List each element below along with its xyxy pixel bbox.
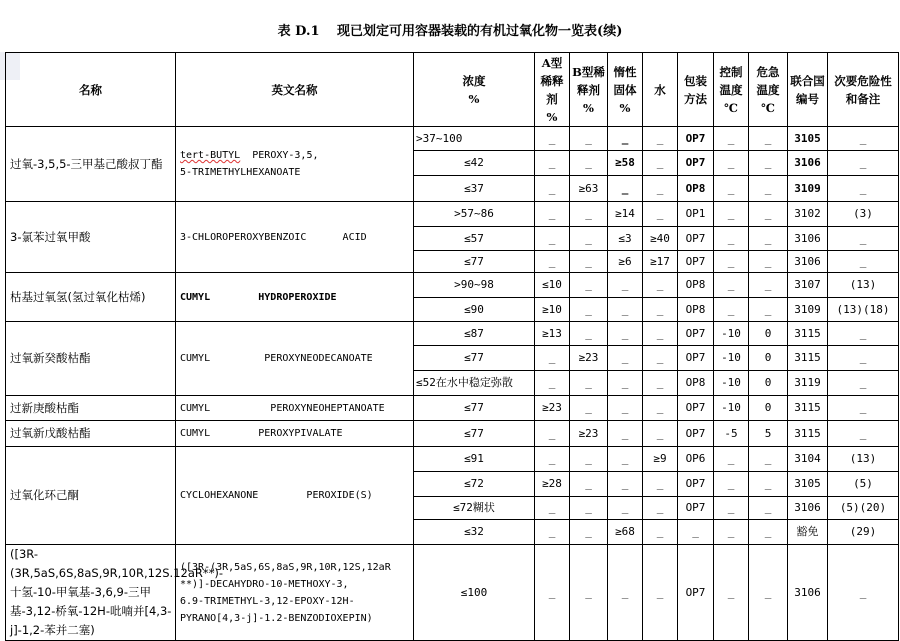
cell-diluent-b: _ — [570, 251, 608, 273]
cell-inert-solid: ≥68 — [608, 520, 643, 545]
cell-inert-solid: _ — [608, 371, 643, 396]
cell-emergency-temp: _ — [749, 545, 788, 641]
chemical-name: 过新庚酸枯酯 — [6, 396, 176, 421]
cell-remarks: _ — [828, 151, 899, 176]
header-inert-solid: 惰性固体 % — [608, 53, 643, 127]
cell-diluent-a: ≥28 — [535, 472, 570, 497]
cell-diluent-a: ≥13 — [535, 322, 570, 346]
cell-emergency-temp: 0 — [749, 322, 788, 346]
english-name: CYCLOHEXANONE PEROXIDE(S) — [176, 447, 414, 545]
cell-remarks: _ — [828, 227, 899, 251]
table-row — [6, 127, 899, 151]
cell-concentration: ≤91 — [414, 447, 535, 472]
table-row — [6, 545, 899, 641]
cell-packing-method: OP7 — [678, 472, 714, 497]
cell-packing-method: OP7 — [678, 151, 714, 176]
cell-water: _ — [643, 298, 678, 322]
cell-un-number: 3115 — [788, 421, 828, 447]
cell-concentration: ≤52在水中稳定弥散 — [414, 371, 535, 396]
header-name: 名称 — [6, 53, 176, 127]
cell-packing-method: OP7 — [678, 322, 714, 346]
cell-un-number: 3102 — [788, 202, 828, 227]
chemical-name: 过氧新戊酸枯酯 — [6, 421, 176, 447]
cell-packing-method: OP7 — [678, 227, 714, 251]
cell-diluent-a: _ — [535, 346, 570, 371]
cell-packing-method: OP7 — [678, 497, 714, 520]
cell-water: ≥17 — [643, 251, 678, 273]
cell-water: _ — [643, 371, 678, 396]
cell-remarks: (13) — [828, 273, 899, 298]
cell-control-temp: _ — [714, 273, 749, 298]
chemical-name: ([3R-(3R,5aS,6S,8aS,9R,10R,12S.12aR**)-十氢-10-甲氧基-3,6,9-三甲基-3,12-桥氧-12H-吡喃并[4,3-j]-1,2-苯并二塞) — [6, 545, 176, 641]
header-english-name: 英文名称 — [176, 53, 414, 127]
cell-diluent-b: _ — [570, 447, 608, 472]
table-row — [6, 396, 899, 421]
cell-control-temp: _ — [714, 447, 749, 472]
cell-concentration: ≤72糊状 — [414, 497, 535, 520]
cell-inert-solid: ≤3 — [608, 227, 643, 251]
header-emergency-temp: 危急温度 ℃ — [749, 53, 788, 127]
cell-emergency-temp: _ — [749, 497, 788, 520]
cell-diluent-a: _ — [535, 202, 570, 227]
cell-un-number: 豁免 — [788, 520, 828, 545]
table-row — [6, 421, 899, 447]
cell-water: _ — [643, 151, 678, 176]
cell-diluent-b: ≥23 — [570, 421, 608, 447]
cell-diluent-b: _ — [570, 396, 608, 421]
cell-inert-solid: _ — [608, 421, 643, 447]
table-row — [6, 273, 899, 298]
cell-water: ≥40 — [643, 227, 678, 251]
cell-diluent-a: ≥10 — [535, 298, 570, 322]
header-un-number: 联合国编号 — [788, 53, 828, 127]
cell-diluent-b: ≥23 — [570, 346, 608, 371]
cell-control-temp: -10 — [714, 322, 749, 346]
table-title: 表 D.1 现已划定可用容器装载的有机过氧化物一览表(续) — [277, 24, 623, 39]
cell-packing-method: OP8 — [678, 176, 714, 202]
cell-control-temp: _ — [714, 520, 749, 545]
cell-control-temp: _ — [714, 497, 749, 520]
cell-water: _ — [643, 273, 678, 298]
cell-remarks: _ — [828, 346, 899, 371]
cell-water: _ — [643, 322, 678, 346]
cell-inert-solid: _ — [608, 176, 643, 202]
cell-concentration: ≤37 — [414, 176, 535, 202]
cell-un-number: 3106 — [788, 251, 828, 273]
header-diluent-a: A型稀释剂 % — [535, 53, 570, 127]
cell-inert-solid: _ — [608, 396, 643, 421]
cell-concentration: ≤77 — [414, 396, 535, 421]
cell-control-temp: -10 — [714, 396, 749, 421]
cell-remarks: _ — [828, 396, 899, 421]
cell-concentration: >37~100 — [414, 127, 535, 151]
cell-concentration: ≤77 — [414, 346, 535, 371]
cell-emergency-temp: _ — [749, 227, 788, 251]
english-name: tert-BUTYL PEROXY-3,5, 5-TRIMETHYLHEXANOATE — [176, 127, 414, 202]
cell-control-temp: -5 — [714, 421, 749, 447]
cell-water: _ — [643, 346, 678, 371]
english-name: ([3R-(3R,5aS,6S,8aS,9R,10R,12S,12aR **)]-DECAHYDRO-10-METHOXY-3, 6.9-TRIMETHYL-3,12-EPOXY-12H- PYRANO[4,3-j]-1.2-BENZODIOXEPIN) — [176, 545, 414, 641]
cell-packing-method: OP7 — [678, 127, 714, 151]
cell-un-number: 3119 — [788, 371, 828, 396]
cell-inert-solid: _ — [608, 273, 643, 298]
cell-diluent-b: _ — [570, 371, 608, 396]
cell-inert-solid: _ — [608, 298, 643, 322]
cell-inert-solid: _ — [608, 545, 643, 641]
header-row — [6, 53, 899, 127]
cell-concentration: ≤57 — [414, 227, 535, 251]
cell-remarks: _ — [828, 251, 899, 273]
cell-un-number: 3105 — [788, 472, 828, 497]
english-name: CUMYL PEROXYNEOHEPTANOATE — [176, 396, 414, 421]
header-diluent-b: B型稀释剂 % — [570, 53, 608, 127]
cell-packing-method: OP8 — [678, 298, 714, 322]
spellcheck-word: tert-BUTYL — [180, 150, 241, 161]
cell-diluent-a: _ — [535, 127, 570, 151]
cell-diluent-b: _ — [570, 520, 608, 545]
cell-water: _ — [643, 421, 678, 447]
cell-emergency-temp: _ — [749, 251, 788, 273]
cell-remarks: _ — [828, 322, 899, 346]
table-row — [6, 322, 899, 346]
cell-concentration: >90~98 — [414, 273, 535, 298]
cell-control-temp: _ — [714, 545, 749, 641]
cell-water: _ — [643, 127, 678, 151]
cell-remarks: (5)(20) — [828, 497, 899, 520]
cell-remarks: _ — [828, 371, 899, 396]
chemical-name: 3-氯苯过氧甲酸 — [6, 202, 176, 273]
cell-emergency-temp: 5 — [749, 421, 788, 447]
header-remarks: 次要危险性和备注 — [828, 53, 899, 127]
cell-water: ≥9 — [643, 447, 678, 472]
cell-remarks: _ — [828, 176, 899, 202]
cell-inert-solid: _ — [608, 322, 643, 346]
cell-remarks: (29) — [828, 520, 899, 545]
cell-emergency-temp: _ — [749, 151, 788, 176]
cell-packing-method: OP8 — [678, 273, 714, 298]
cell-packing-method: OP7 — [678, 396, 714, 421]
cell-un-number: 3106 — [788, 227, 828, 251]
cell-un-number: 3115 — [788, 396, 828, 421]
cell-diluent-b: _ — [570, 322, 608, 346]
cell-control-temp: -10 — [714, 371, 749, 396]
cell-inert-solid: ≥58 — [608, 151, 643, 176]
cell-inert-solid: _ — [608, 127, 643, 151]
cell-diluent-b: _ — [570, 151, 608, 176]
cell-un-number: 3106 — [788, 545, 828, 641]
cell-diluent-a: _ — [535, 421, 570, 447]
cell-packing-method: OP6 — [678, 447, 714, 472]
cell-concentration: ≤100 — [414, 545, 535, 641]
cell-control-temp: _ — [714, 127, 749, 151]
english-name: CUMYL HYDROPEROXIDE — [176, 273, 414, 322]
cell-inert-solid: _ — [608, 447, 643, 472]
cell-control-temp: _ — [714, 202, 749, 227]
cell-inert-solid: _ — [608, 346, 643, 371]
cell-diluent-b: ≥63 — [570, 176, 608, 202]
cell-un-number: 3107 — [788, 273, 828, 298]
cell-concentration: ≤72 — [414, 472, 535, 497]
cell-emergency-temp: _ — [749, 298, 788, 322]
cell-water: _ — [643, 520, 678, 545]
cell-concentration: ≤77 — [414, 421, 535, 447]
cell-emergency-temp: _ — [749, 176, 788, 202]
english-name: CUMYL PEROXYPIVALATE — [176, 421, 414, 447]
cell-remarks: (5) — [828, 472, 899, 497]
chemical-name: 过氧-3,5,5-三甲基己酸叔丁酯 — [6, 127, 176, 202]
cell-concentration: ≤32 — [414, 520, 535, 545]
cell-concentration: ≤42 — [414, 151, 535, 176]
header-concentration: 浓度 % — [414, 53, 535, 127]
cell-emergency-temp: _ — [749, 447, 788, 472]
cell-diluent-a: ≤10 — [535, 273, 570, 298]
cell-remarks: _ — [828, 127, 899, 151]
cell-diluent-a: _ — [535, 151, 570, 176]
cell-remarks: _ — [828, 421, 899, 447]
organic-peroxide-table — [5, 52, 899, 641]
cell-water: _ — [643, 176, 678, 202]
header-control-temp: 控制温度 ℃ — [714, 53, 749, 127]
cell-emergency-temp: _ — [749, 520, 788, 545]
header-water: 水 — [643, 53, 678, 127]
cell-diluent-b: _ — [570, 227, 608, 251]
cell-control-temp: _ — [714, 227, 749, 251]
cell-emergency-temp: _ — [749, 202, 788, 227]
cell-diluent-b: _ — [570, 298, 608, 322]
cell-emergency-temp: _ — [749, 127, 788, 151]
cell-diluent-a: _ — [535, 251, 570, 273]
english-name: CUMYL PEROXYNEODECANOATE — [176, 322, 414, 396]
cell-control-temp: -10 — [714, 346, 749, 371]
english-name: 3-CHLOROPEROXYBENZOIC ACID — [176, 202, 414, 273]
cell-inert-solid: ≥14 — [608, 202, 643, 227]
cell-un-number: 3115 — [788, 322, 828, 346]
cell-water: _ — [643, 396, 678, 421]
cell-un-number: 3106 — [788, 497, 828, 520]
cell-diluent-a: _ — [535, 227, 570, 251]
cell-packing-method: OP7 — [678, 545, 714, 641]
cell-water: _ — [643, 472, 678, 497]
cell-diluent-a: _ — [535, 371, 570, 396]
cell-water: _ — [643, 202, 678, 227]
cell-diluent-b: _ — [570, 545, 608, 641]
cell-control-temp: _ — [714, 298, 749, 322]
cell-water: _ — [643, 545, 678, 641]
cell-un-number: 3106 — [788, 151, 828, 176]
cell-diluent-a: _ — [535, 545, 570, 641]
cell-packing-method: _ — [678, 520, 714, 545]
cell-concentration: ≤90 — [414, 298, 535, 322]
cell-un-number: 3104 — [788, 447, 828, 472]
cell-concentration: >57~86 — [414, 202, 535, 227]
chemical-name: 过氧新癸酸枯酯 — [6, 322, 176, 396]
cell-diluent-a: _ — [535, 520, 570, 545]
cell-concentration: ≤87 — [414, 322, 535, 346]
cell-remarks: (13)(18) — [828, 298, 899, 322]
cell-diluent-b: _ — [570, 127, 608, 151]
cell-packing-method: OP8 — [678, 371, 714, 396]
cell-diluent-a: _ — [535, 497, 570, 520]
chemical-name: 过氧化环己酮 — [6, 447, 176, 545]
cell-emergency-temp: 0 — [749, 371, 788, 396]
cell-diluent-a: _ — [535, 176, 570, 202]
cell-emergency-temp: 0 — [749, 396, 788, 421]
header-packing-method: 包装方法 — [678, 53, 714, 127]
cell-packing-method: OP7 — [678, 251, 714, 273]
cell-un-number: 3115 — [788, 346, 828, 371]
cell-inert-solid: _ — [608, 472, 643, 497]
cell-un-number: 3105 — [788, 127, 828, 151]
cell-diluent-a: _ — [535, 447, 570, 472]
cell-remarks: (13) — [828, 447, 899, 472]
cell-remarks: _ — [828, 545, 899, 641]
cell-water: _ — [643, 497, 678, 520]
chemical-name: 枯基过氧氢(氢过氧化枯烯) — [6, 273, 176, 322]
cell-remarks: (3) — [828, 202, 899, 227]
cell-diluent-b: _ — [570, 273, 608, 298]
cell-emergency-temp: _ — [749, 472, 788, 497]
cell-inert-solid: _ — [608, 497, 643, 520]
table-row — [6, 202, 899, 227]
cell-packing-method: OP7 — [678, 346, 714, 371]
cell-emergency-temp: _ — [749, 273, 788, 298]
table-row — [6, 447, 899, 472]
cell-un-number: 3109 — [788, 298, 828, 322]
cell-concentration: ≤77 — [414, 251, 535, 273]
cell-control-temp: _ — [714, 472, 749, 497]
cell-control-temp: _ — [714, 251, 749, 273]
cell-packing-method: OP7 — [678, 421, 714, 447]
cell-inert-solid: ≥6 — [608, 251, 643, 273]
cell-diluent-b: _ — [570, 202, 608, 227]
cell-diluent-a: ≥23 — [535, 396, 570, 421]
cell-diluent-b: _ — [570, 497, 608, 520]
cell-un-number: 3109 — [788, 176, 828, 202]
cell-control-temp: _ — [714, 176, 749, 202]
cell-emergency-temp: 0 — [749, 346, 788, 371]
cell-diluent-b: _ — [570, 472, 608, 497]
cell-packing-method: OP1 — [678, 202, 714, 227]
cell-control-temp: _ — [714, 151, 749, 176]
